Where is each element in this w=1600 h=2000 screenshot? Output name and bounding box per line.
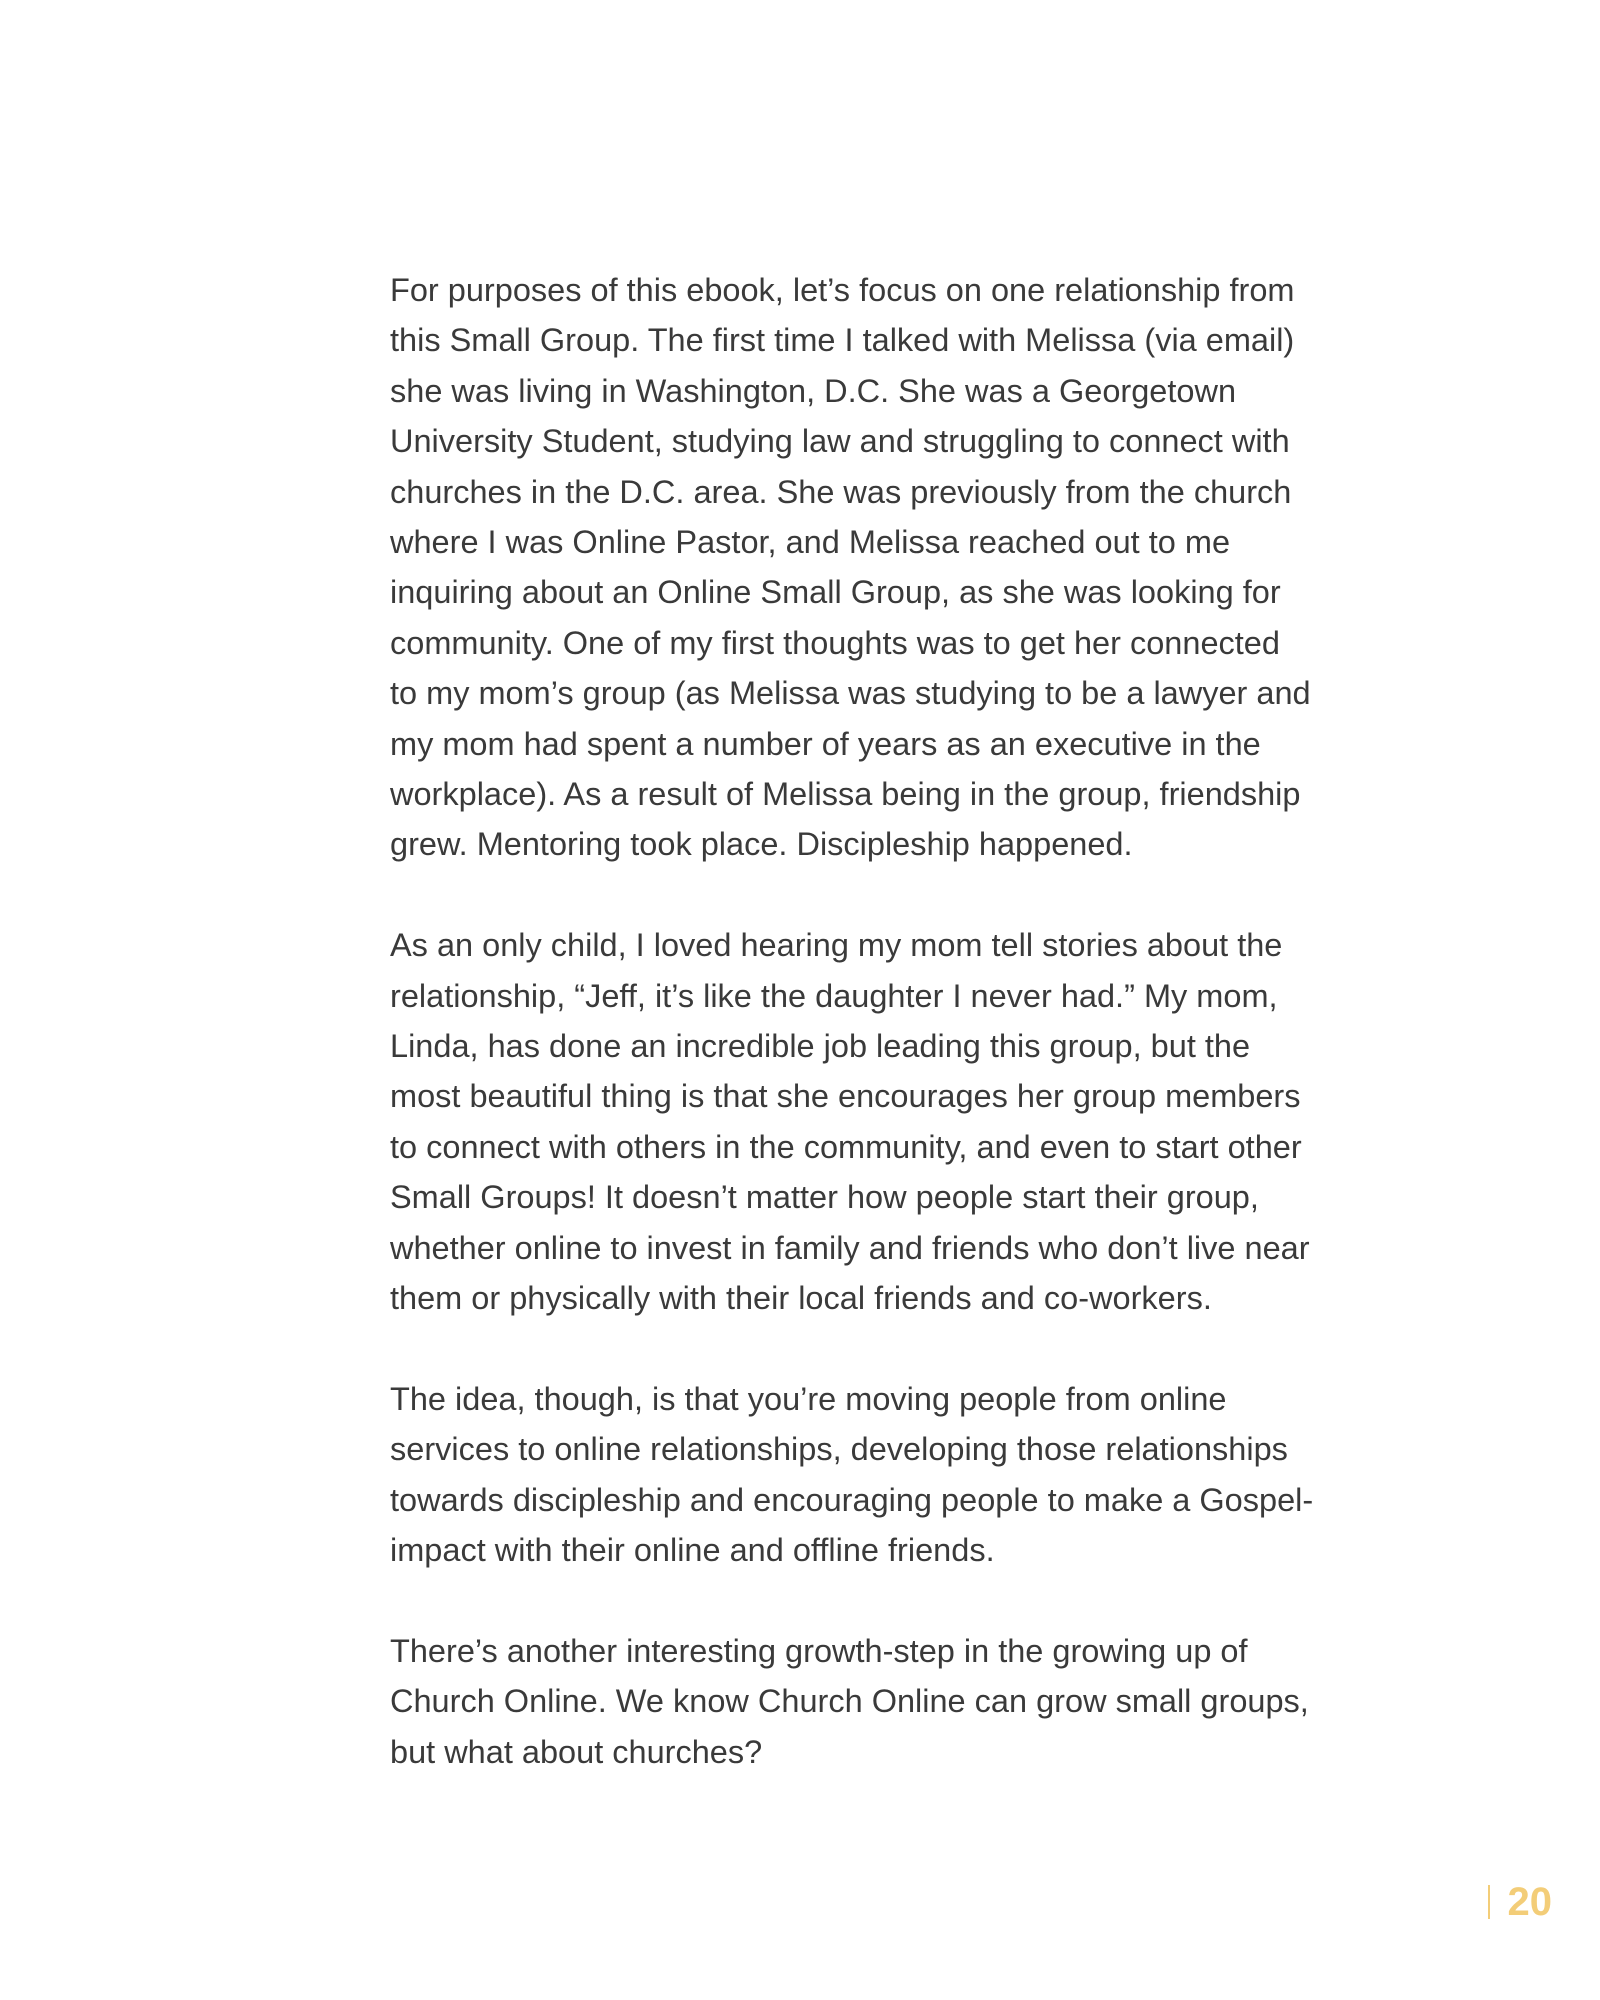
text-line: inquiring about an Online Small Group, as she was looking for [390, 574, 1281, 611]
text-line: towards discipleship and encouraging people to make a Gospel- [390, 1481, 1314, 1518]
text-line: churches in the D.C. area. She was previously from the church [390, 473, 1292, 510]
text-line: impact with their online and offline friends. [390, 1532, 995, 1569]
text-line: where I was Online Pastor, and Melissa reached out to me [390, 524, 1231, 561]
text-line: relationship, “Jeff, it’s like the daughter I never had.” My mom, [390, 977, 1278, 1014]
text-line: services to online relationships, developing those relationships [390, 1431, 1288, 1468]
paragraph-4 [390, 1626, 1350, 1777]
paragraph-2 [390, 920, 1350, 1323]
text-line: but what about churches? [390, 1733, 763, 1770]
text-line: whether online to invest in family and friends who don’t live near [390, 1229, 1310, 1266]
text-line: grew. Mentoring took place. Discipleship happened. [390, 826, 1133, 863]
text-line: University Student, studying law and struggling to connect with [390, 423, 1290, 460]
text-line: As an only child, I loved hearing my mom tell stories about the [390, 927, 1283, 964]
paragraph-1 [390, 265, 1350, 870]
text-line: Small Groups! It doesn’t matter how people start their group, [390, 1179, 1259, 1216]
text-line: Church Online. We know Church Online can grow small groups, [390, 1683, 1309, 1720]
body-text [390, 265, 1350, 1828]
text-line: For purposes of this ebook, let’s focus on one relationship from [390, 272, 1295, 308]
page-number-divider [1488, 1885, 1490, 1919]
text-line: most beautiful thing is that she encourages her group members [390, 1078, 1301, 1115]
page-number-value: 20 [1507, 1880, 1552, 1924]
text-line: them or physically with their local friends and co-workers. [390, 1280, 1212, 1317]
text-line: There’s another interesting growth-step in the growing up of [390, 1632, 1248, 1669]
text-line: Linda, has done an incredible job leading this group, but the [390, 1028, 1251, 1065]
text-line: this Small Group. The first time I talked with Melissa (via email) [390, 322, 1295, 359]
text-line: to my mom’s group (as Melissa was studying to be a lawyer and [390, 675, 1311, 712]
paragraph-3 [390, 1374, 1350, 1576]
text-line: my mom had spent a number of years as an executive in the [390, 725, 1261, 762]
text-line: workplace). As a result of Melissa being in the group, friendship [390, 776, 1301, 813]
page-number [1488, 1882, 1553, 1922]
text-line: community. One of my first thoughts was to get her connected [390, 624, 1280, 661]
text-line: she was living in Washington, D.C. She was a Georgetown [390, 372, 1237, 409]
text-line: The idea, though, is that you’re moving people from online [390, 1380, 1227, 1417]
text-line: to connect with others in the community, and even to start other [390, 1128, 1302, 1165]
